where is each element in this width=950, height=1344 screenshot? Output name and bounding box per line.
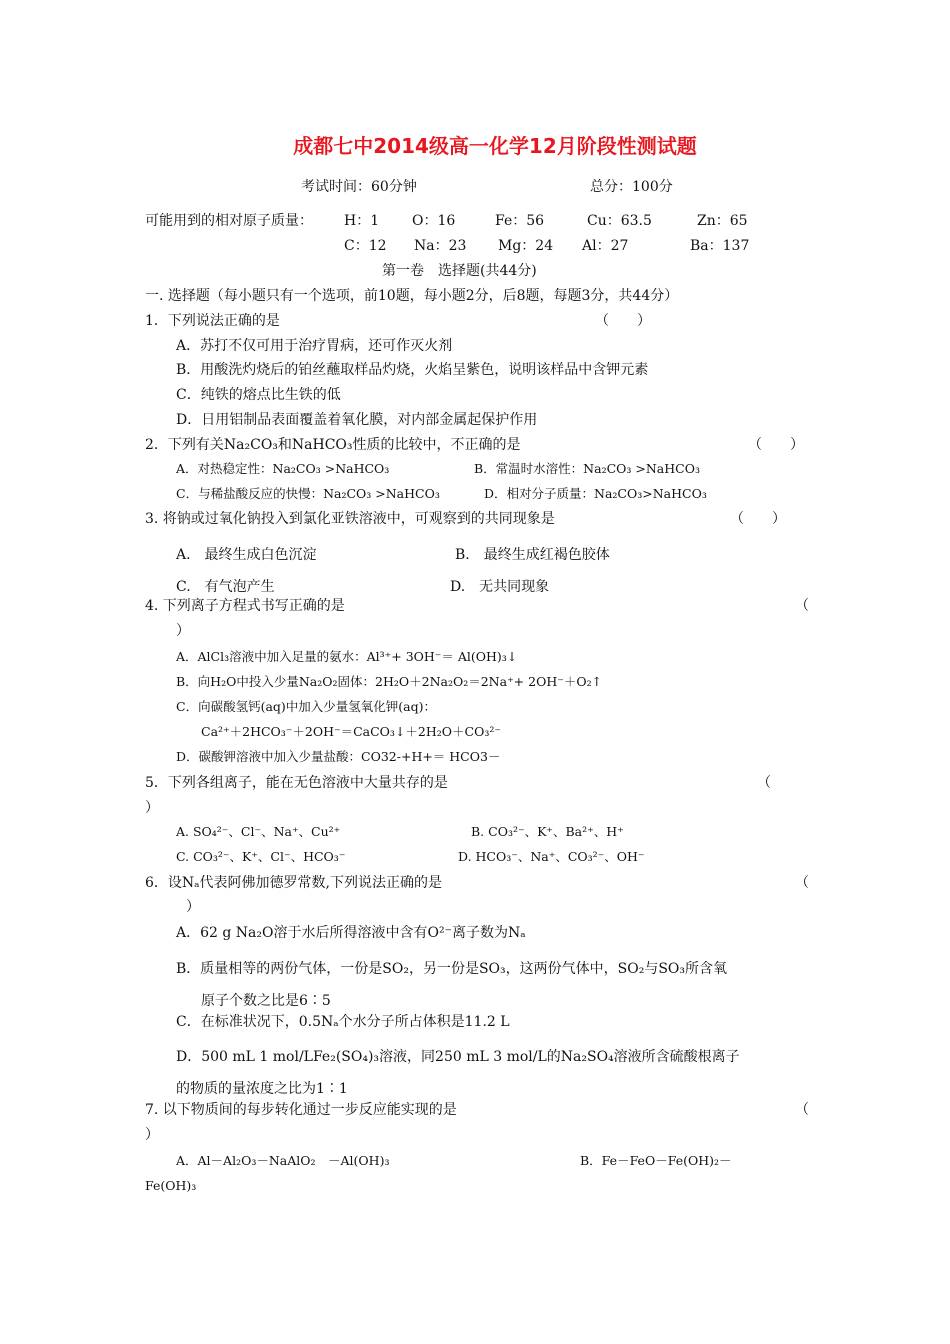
option: D．500 mL 1 mol/LFe₂(SO₄)₃溶液，同250 mL 3 mol/L的Na₂SO₄溶液所含硫酸根离子 [176, 1049, 740, 1065]
atomic-mass-item: H：1 [344, 213, 380, 229]
question-stem: 1．下列说法正确的是 [145, 313, 280, 329]
option: A．对热稳定性：Na₂CO₃ >NaHCO₃ [176, 461, 390, 476]
atomic-mass-item: Mg：24 [498, 238, 554, 254]
answer-blank-open: （ [795, 875, 809, 891]
option: A．AlCl₃溶液中加入足量的氨水：Al³⁺+ 3OH⁻＝ Al(OH)₃↓ [176, 649, 518, 664]
answer-blank-close: ） [176, 623, 190, 639]
exam-time: 考试时间：60分钟 [301, 179, 417, 195]
atomic-mass-item: Ba：137 [690, 238, 750, 254]
atomic-mass-item: Zn：65 [697, 213, 748, 229]
question-stem: 7. 以下物质间的每步转化通过一步反应能实现的是 [145, 1102, 457, 1118]
option: A．Al－Al₂O₃－NaAlO₂ －Al(OH)₃ [176, 1153, 390, 1168]
option: A. SO₄²⁻、Cl⁻、Na⁺、Cu²⁺ [176, 824, 341, 839]
option: B．用酸洗灼烧后的铂丝蘸取样品灼烧，火焰呈紫色，说明该样品中含钾元素 [176, 362, 649, 378]
answer-blank-close: ） [145, 800, 159, 816]
option: C. CO₃²⁻、K⁺、Cl⁻、HCO₃⁻ [176, 849, 346, 864]
atomic-mass-item: Fe：56 [495, 213, 545, 229]
option: D. HCO₃⁻、Na⁺、CO₃²⁻、OH⁻ [458, 849, 645, 864]
answer-blank-open: （ [795, 598, 809, 614]
option: A．苏打不仅可用于治疗胃病，还可作灭火剂 [176, 338, 453, 354]
question-stem: 2．下列有关Na₂CO₃和NaHCO₃性质的比较中，不正确的是 [145, 437, 521, 453]
atomic-mass-item: C：12 [344, 238, 387, 254]
atomic-mass-label: 可能用到的相对原子质量： [145, 213, 313, 229]
option-continuation: 的物质的量浓度之比为1∶1 [176, 1081, 348, 1097]
option: D．相对分子质量：Na₂CO₃>NaHCO₃ [484, 486, 707, 501]
answer-blank-close: ） [145, 1127, 159, 1143]
question-stem: 5．下列各组离子，能在无色溶液中大量共存的是 [145, 775, 448, 791]
option: D．碳酸钾溶液中加入少量盐酸：CO32-+H+＝ HCO3－ [176, 749, 501, 764]
question-stem: 3. 将钠或过氧化钠投入到氯化亚铁溶液中，可观察到的共同现象是 [145, 511, 555, 527]
option: D. 无共同现象 [450, 579, 550, 595]
option: A. 最终生成白色沉淀 [176, 547, 317, 563]
page-title: 成都七中2014级高一化学12月阶段性测试题 [293, 134, 697, 158]
option-continuation: Fe(OH)₃ [145, 1178, 197, 1193]
atomic-mass-item: Na：23 [414, 238, 467, 254]
option: C. 有气泡产生 [176, 579, 275, 595]
option: B．常温时水溶性：Na₂CO₃ >NaHCO₃ [474, 461, 700, 476]
option: B．Fe－FeO－Fe(OH)₂－ [580, 1153, 732, 1168]
option: D．日用铝制品表面覆盖着氧化膜，对内部金属起保护作用 [176, 412, 538, 428]
option-continuation: 原子个数之比是6∶5 [201, 993, 331, 1009]
option: B. 最终生成红褐色胶体 [455, 547, 610, 563]
atomic-mass-item: Al：27 [582, 238, 629, 254]
option: C．纯铁的熔点比生铁的低 [176, 387, 341, 403]
question-stem: 4. 下列离子方程式书写正确的是 [145, 598, 345, 614]
option: C．在标准状况下，0.5Nₐ个水分子所占体积是11.2 L [176, 1014, 510, 1030]
answer-blank-close: ） [186, 899, 200, 915]
question-stem: 6．设Nₐ代表阿佛加德罗常数,下列说法正确的是 [145, 875, 443, 891]
answer-blank-open: （ [757, 775, 771, 791]
option: B．向H₂O中投入少量Na₂O₂固体：2H₂O＋2Na₂O₂＝2Na⁺+ 2OH⁻＋O₂↑ [176, 674, 603, 689]
option-continuation: Ca²⁺＋2HCO₃⁻＋2OH⁻＝CaCO₃↓＋2H₂O＋CO₃²⁻ [201, 724, 501, 739]
option: B. CO₃²⁻、K⁺、Ba²⁺、H⁺ [471, 824, 624, 839]
option: B．质量相等的两份气体，一份是SO₂，另一份是SO₃，这两份气体中，SO₂与SO₃所含氧 [176, 961, 728, 977]
section-heading: 一. 选择题（每小题只有一个选项，前10题，每小题2分，后8题，每题3分，共44分） [145, 288, 679, 304]
answer-blank: （ ） [748, 437, 804, 453]
exam-total: 总分：100分 [590, 179, 673, 195]
answer-blank: （ ） [595, 313, 651, 329]
answer-blank-open: （ [795, 1102, 809, 1118]
option: C．与稀盐酸反应的快慢：Na₂CO₃ >NaHCO₃ [176, 486, 440, 501]
option: A．62 g Na₂O溶于水后所得溶液中含有O²⁻离子数为Nₐ [176, 925, 526, 941]
part-heading: 第一卷 选择题(共44分) [382, 263, 537, 279]
atomic-mass-item: Cu：63.5 [587, 213, 652, 229]
answer-blank: （ ） [730, 511, 786, 527]
option: C．向碳酸氢钙(aq)中加入少量氢氧化钾(aq)： [176, 699, 436, 714]
atomic-mass-item: O：16 [412, 213, 456, 229]
